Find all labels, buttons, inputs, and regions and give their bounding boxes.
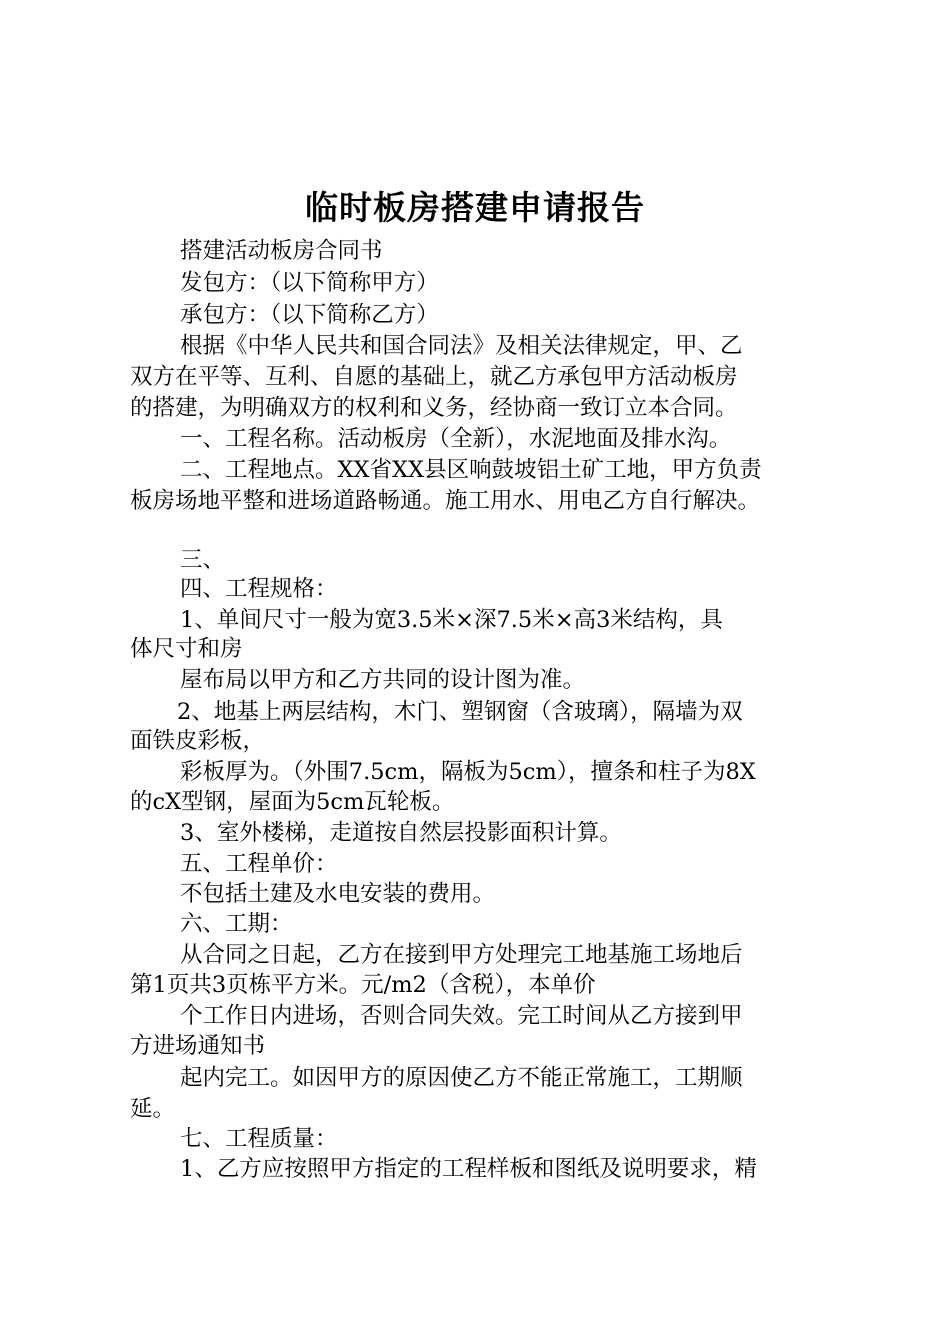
paragraph-line: 二、工程地点。XX省XX县区响鼓坡铝土矿工地，甲方负责 — [180, 457, 762, 483]
paragraph-line: 3、室外楼梯，走道按自然层投影面积计算。 — [180, 820, 622, 846]
paragraph-line: 不包括土建及水电安装的费用。 — [180, 881, 496, 907]
paragraph-line: 1、单间尺寸一般为宽3.5米×深7.5米×高3米结构，具 — [180, 607, 723, 633]
paragraph-line: 2、地基上两层结构，木门、塑钢窗（含玻璃），隔墙为双 — [177, 699, 743, 725]
party-b-line: 承包方：（以下简称乙方） — [180, 302, 439, 328]
paragraph-line: 根据《中华人民共和国合同法》及相关法律规定，甲、乙 — [180, 333, 743, 359]
paragraph-line: 屋布局以甲方和乙方共同的设计图为准。 — [180, 667, 586, 693]
section-heading: 五、工程单价： — [180, 851, 338, 877]
paragraph-line: 的cX型钢，屋面为5cm瓦轮板。 — [130, 789, 455, 815]
paragraph-line: 方进场通知书 — [130, 1033, 266, 1059]
section-heading: 六、工期： — [180, 911, 293, 937]
document-title: 临时板房搭建申请报告 — [305, 188, 645, 227]
section-heading: 四、工程规格： — [180, 576, 338, 602]
paragraph-line: 的搭建，为明确双方的权利和义务，经协商一致订立本合同。 — [130, 395, 738, 421]
paragraph-line: 一、工程名称。活动板房（全新），水泥地面及排水沟。 — [180, 426, 732, 452]
paragraph-line: 延。 — [130, 1096, 176, 1122]
paragraph-line: 从合同之日起，乙方在接到甲方处理完工地基施工场地后 — [180, 942, 743, 968]
paragraph-line: 1、乙方应按照甲方指定的工程样板和图纸及说明要求，精 — [180, 1156, 757, 1182]
party-a-line: 发包方：（以下简称甲方） — [180, 270, 439, 296]
paragraph-line: 个工作日内进场，否则合同失效。完工时间从乙方接到甲 — [180, 1003, 743, 1029]
paragraph-line: 面铁皮彩板， — [130, 728, 266, 754]
paragraph-line: 起内完工。如因甲方的原因使乙方不能正常施工，工期顺 — [180, 1065, 743, 1091]
section-heading: 三、 — [180, 547, 226, 573]
paragraph-line: 第1页共3页栋平方米。元/m2（含税），本单价 — [130, 972, 596, 998]
contract-heading: 搭建活动板房合同书 — [180, 238, 383, 264]
paragraph-line: 板房场地平整和进场道路畅通。施工用水、用电乙方自行解决。 — [130, 488, 761, 514]
section-heading: 七、工程质量： — [180, 1126, 338, 1152]
paragraph-line: 体尺寸和房 — [130, 636, 243, 662]
paragraph-line: 双方在平等、互利、自愿的基础上，就乙方承包甲方活动板房 — [130, 364, 738, 390]
paragraph-line: 彩板厚为。（外围7.5cm，隔板为5cm），擅条和柱子为8X — [180, 759, 756, 785]
